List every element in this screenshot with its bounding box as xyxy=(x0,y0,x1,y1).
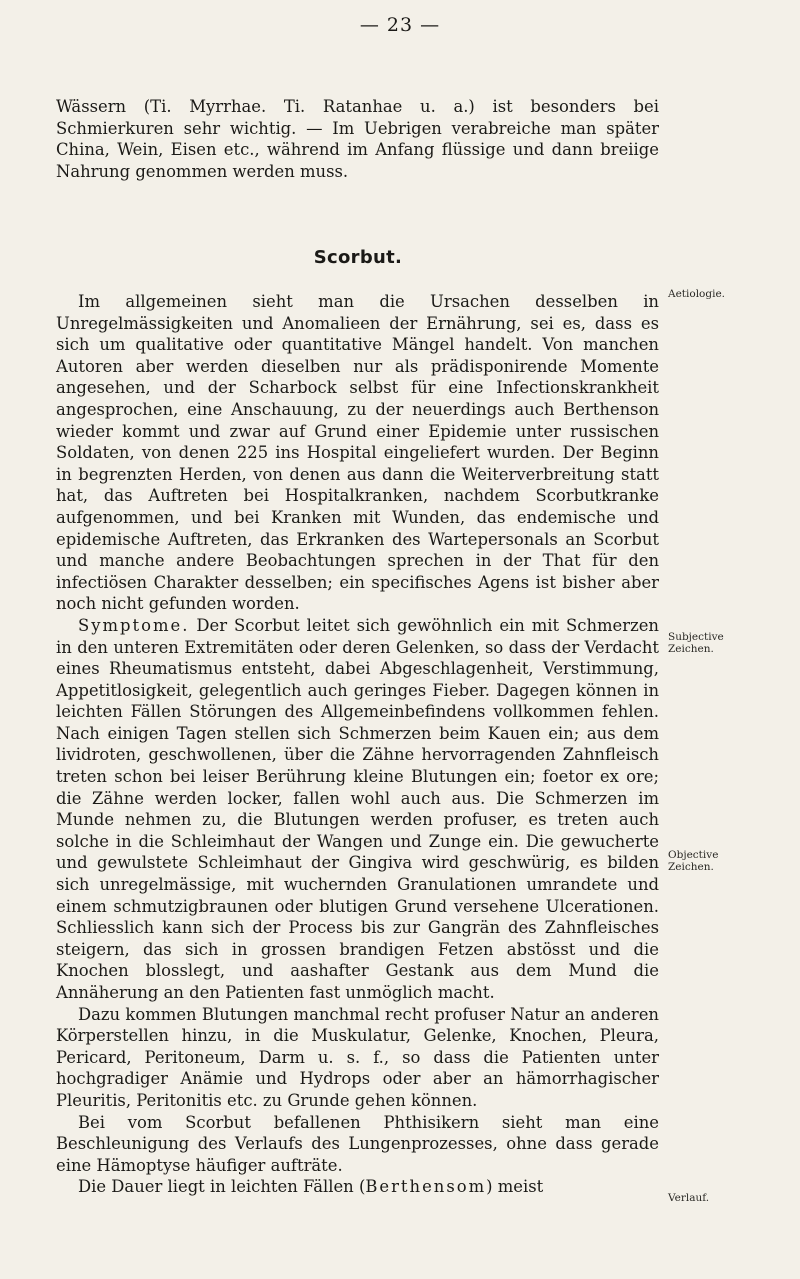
intro-text: Wässern (Ti. Myrrhae. Ti. Ratanhae u. a.) ist besonders bei Schmierkuren sehr wichtig. — Im Uebrigen verabreiche man später China, Wein, Eisen etc., während im Anfang flüssige und dann breiige Nahrung genommen werden muss. xyxy=(56,97,659,181)
page-number: — 23 — xyxy=(359,14,441,36)
margin-note-objective-line2: Zeichen. xyxy=(668,861,714,873)
margin-note-subjective-line1: Subjective xyxy=(668,631,724,643)
duration-spaced-name: Berthensom xyxy=(365,1177,487,1197)
duration-text-after: ) meist xyxy=(486,1177,544,1197)
duration-paragraph xyxy=(56,1176,659,1198)
margin-note-verlauf-text: Verlauf. xyxy=(668,1192,710,1204)
section-heading: Scorbut. xyxy=(313,247,403,268)
main-text xyxy=(56,291,659,1198)
symptoms-text: Der Scorbut leitet sich gewöhnlich ein mit Schmerzen in den unteren Extremitäten oder deren Gelenken, so dass der Verdacht eines Rheumatismus entsteht, dabei Abgeschlagenheit, Verstimmung, Appetitlosigkeit, gelegentlich auch geringes Fieber. Dagegen können in leichten Fällen Störungen des Allgemeinbefindens vollkommen fehlen. Nach einigen Tagen stellen sich Schmerzen beim Kauen ein; aus dem lividroten, geschwollenen, über die Zähne hervorragenden Zahnfleisch treten schon bei leiser Berührung kleine Blutungen ein; foetor ex ore; die Zähne werden locker, fallen wohl auch aus. Die Schmerzen im Munde nehmen zu, die Blutungen werden profuser, es treten auch solche in die Schleimhaut der Wangen und Zunge ein. Die gewucherte und gewulstete Schleimhaut der Gingiva wird geschwürig, es bilden sich unregelmässige, mit wuchernden Granulationen umrandete und einem schmutzigbraunen oder blutigen Grund versehene Ulcerationen. Schliesslich kann sich der Process bis zur Gangrän des Zahnfleisches steigern, das sich in grossen brandigen Fetzen abstösst und die Knochen blosslegt, und aashafter Gestank aus dem Mund die Annäherung an den Patienten fast unmöglich macht. xyxy=(56,615,659,1002)
symptoms-spaced-word: Symptome. xyxy=(78,615,190,635)
margin-note-subjective-line2: Zeichen. xyxy=(668,643,714,655)
margin-note-aetiologie xyxy=(668,288,798,300)
symptoms-paragraph xyxy=(56,615,659,1004)
margin-note-verlauf xyxy=(668,1192,798,1204)
bleeding-paragraph: Dazu kommen Blutungen manchmal recht profuser Natur an anderen Körperstellen hinzu, in die Muskulatur, Gelenke, Knochen, Pleura, Pericard, Peritoneum, Darm u. s. f., so dass die Patienten unter hochgradiger Anämie und Hydrops oder aber an hämorrhagischer Pleuritis, Peritonitis etc. zu Grunde gehen können. xyxy=(56,1004,659,1110)
aetiology-paragraph: Im allgemeinen sieht man die Ursachen desselben in Unregelmässigkeiten und Anomalieen der Ernährung, sei es, dass es sich um qualitative oder quantitative Mängel handelt. Von manchen Autoren aber werden dieselben nur als prädisponirende Momente angesehen, und der Scharbock selbst für eine Infectionskrankheit angesprochen, eine Anschauung, zu der neuerdings auch Berthenson wieder kommt und zwar auf Grund einer Epidemie unter russischen Soldaten, von denen 225 ins Hospital eingeliefert wurden. Der Beginn in begrenzten Herden, von denen aus dann die Weiterverbreitung statt hat, das Auftreten bei Hospitalkranken, nachdem Scorbutkranke aufgenommen, und bei Kranken mit Wunden, das endemische und epidemische Auftreten, das Erkranken des Wartepersonals an Scorbut und manche andere Beobachtungen sprechen in der That für den infectiösen Charakter desselben; ein specifisches Agens ist bisher aber noch nicht gefunden worden. xyxy=(56,292,659,614)
margin-note-subjective xyxy=(668,631,798,655)
margin-note-aetiologie-text: Aetiologie. xyxy=(668,288,726,300)
phthisis-paragraph: Bei vom Scorbut befallenen Phthisikern sieht man eine Beschleunigung des Verlaufs des Lungenprozesses, ohne dass gerade eine Hämoptyse häufiger aufträte. xyxy=(56,1112,659,1175)
duration-text-before: Die Dauer liegt in leichten Fällen ( xyxy=(78,1177,366,1197)
margin-note-objective xyxy=(668,849,798,873)
intro-paragraph xyxy=(56,96,659,182)
margin-note-objective-line1: Objective xyxy=(668,849,719,861)
